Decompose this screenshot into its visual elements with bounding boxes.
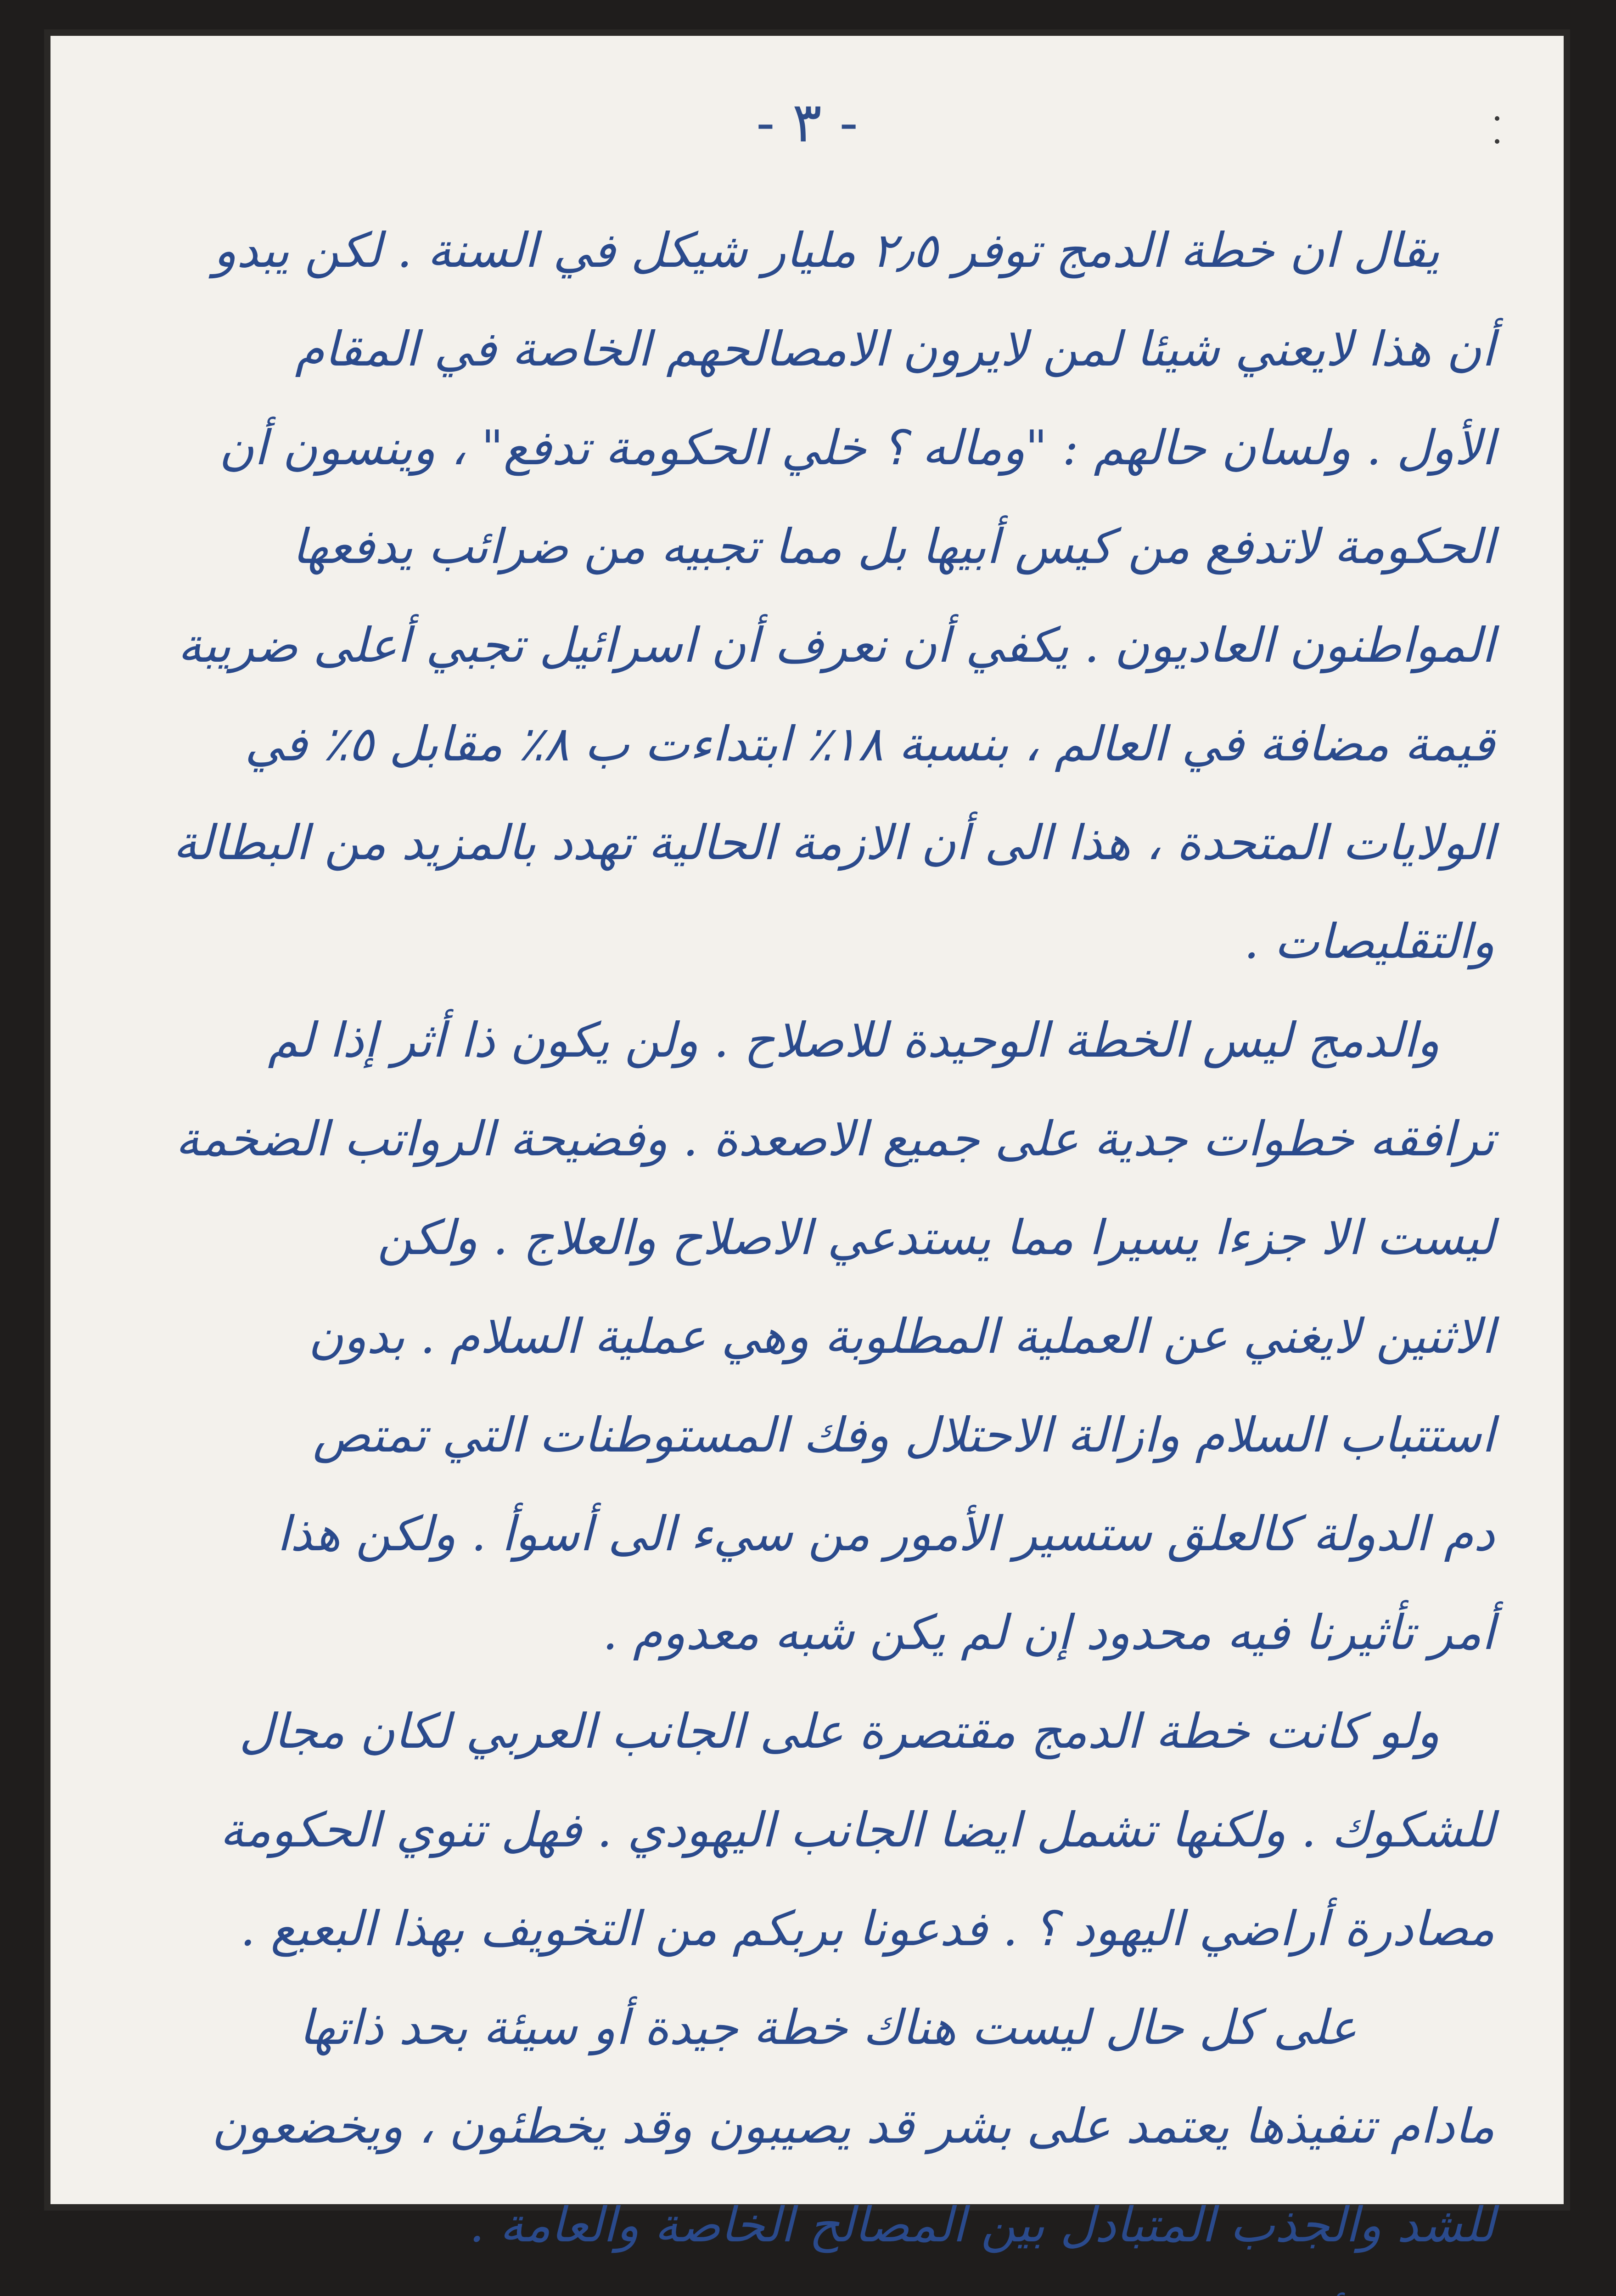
- text-line: الأول . ولسان حالهم : "وماله ؟ خلي الحكومة تدفع" ، وينسون أن: [219, 420, 1495, 476]
- text-line: ليست الا جزءا يسيرا مما يستدعي الاصلاح والعلاج . ولكن: [377, 1210, 1495, 1266]
- text-line: للشكوك . ولكنها تشمل ايضا الجانب اليهودي . فهل تنوي الحكومة: [219, 1802, 1495, 1858]
- text-line: على كل حال ليست هناك خطة جيدة أو سيئة بحد ذاتها: [299, 1999, 1357, 2055]
- page-number: - ٣ -: [756, 91, 858, 155]
- text-line: الولايات المتحدة ، هذا الى أن الازمة الحالية تهدد بالمزيد من البطالة: [173, 815, 1495, 871]
- text-line: مصادرة أراضي اليهود ؟ . فدعونا بربكم من التخويف بهذا البعبع .: [240, 1901, 1495, 1957]
- text-line: المواطنون العاديون . يكفي أن نعرف أن اسرائيل تجبي أعلى ضريبة: [178, 617, 1495, 673]
- text-line: أمر تأثيرنا فيه محدود إن لم يكن شبه معدوم .: [602, 1604, 1495, 1660]
- text-line: [129, 2274, 1495, 2296]
- text-line: والتقليصات .: [1244, 913, 1495, 969]
- text-line: والدمج ليس الخطة الوحيدة للاصلاح . ولن يكون ذا أثر إذا لم: [268, 1012, 1440, 1068]
- handwritten-page: [44, 29, 1570, 2253]
- text-line: استتباب السلام وازالة الاحتلال وفك المستوطنات التي تمتص: [313, 1407, 1495, 1463]
- text-line: للشد والجذب المتبادل بين المصالح الخاصة والعامة .: [469, 2197, 1495, 2253]
- text-line: الحكومة لاتدفع من كيس أبيها بل مما تجبيه من ضرائب يدفعها: [292, 518, 1495, 574]
- text-line: دم الدولة كالعلق ستسير الأمور من سيء الى أسوأ . ولكن هذا: [277, 1506, 1495, 1562]
- text-line: قيمة مضافة في العالم ، بنسبة ١٨٪ ابتداءت ب ٨٪ مقابل ٥٪ في: [245, 716, 1495, 772]
- handwritten-text: [129, 201, 1495, 2296]
- text-line: ترافقه خطوات جدية على جميع الاصعدة . وفضيحة الرواتب الضخمة: [175, 1111, 1495, 1167]
- text-line: مادام تنفيذها يعتمد على بشر قد يصيبون وقد يخطئون ، ويخضعون: [212, 2098, 1495, 2154]
- text-line: الاثنين لايغني عن العملية المطلوبة وهي عملية السلام . بدون: [308, 1308, 1495, 1364]
- text-line: يقال ان خطة الدمج توفر ٢٫٥ مليار شيكل في السنة . لكن يبدو: [213, 222, 1440, 278]
- text-line: أن هذا لايعني شيئا لمن لايرون الامصالحهم الخاصة في المقام: [295, 321, 1495, 377]
- text-line: ولو كانت خطة الدمج مقتصرة على الجانب العربي لكان مجال: [239, 1703, 1440, 1759]
